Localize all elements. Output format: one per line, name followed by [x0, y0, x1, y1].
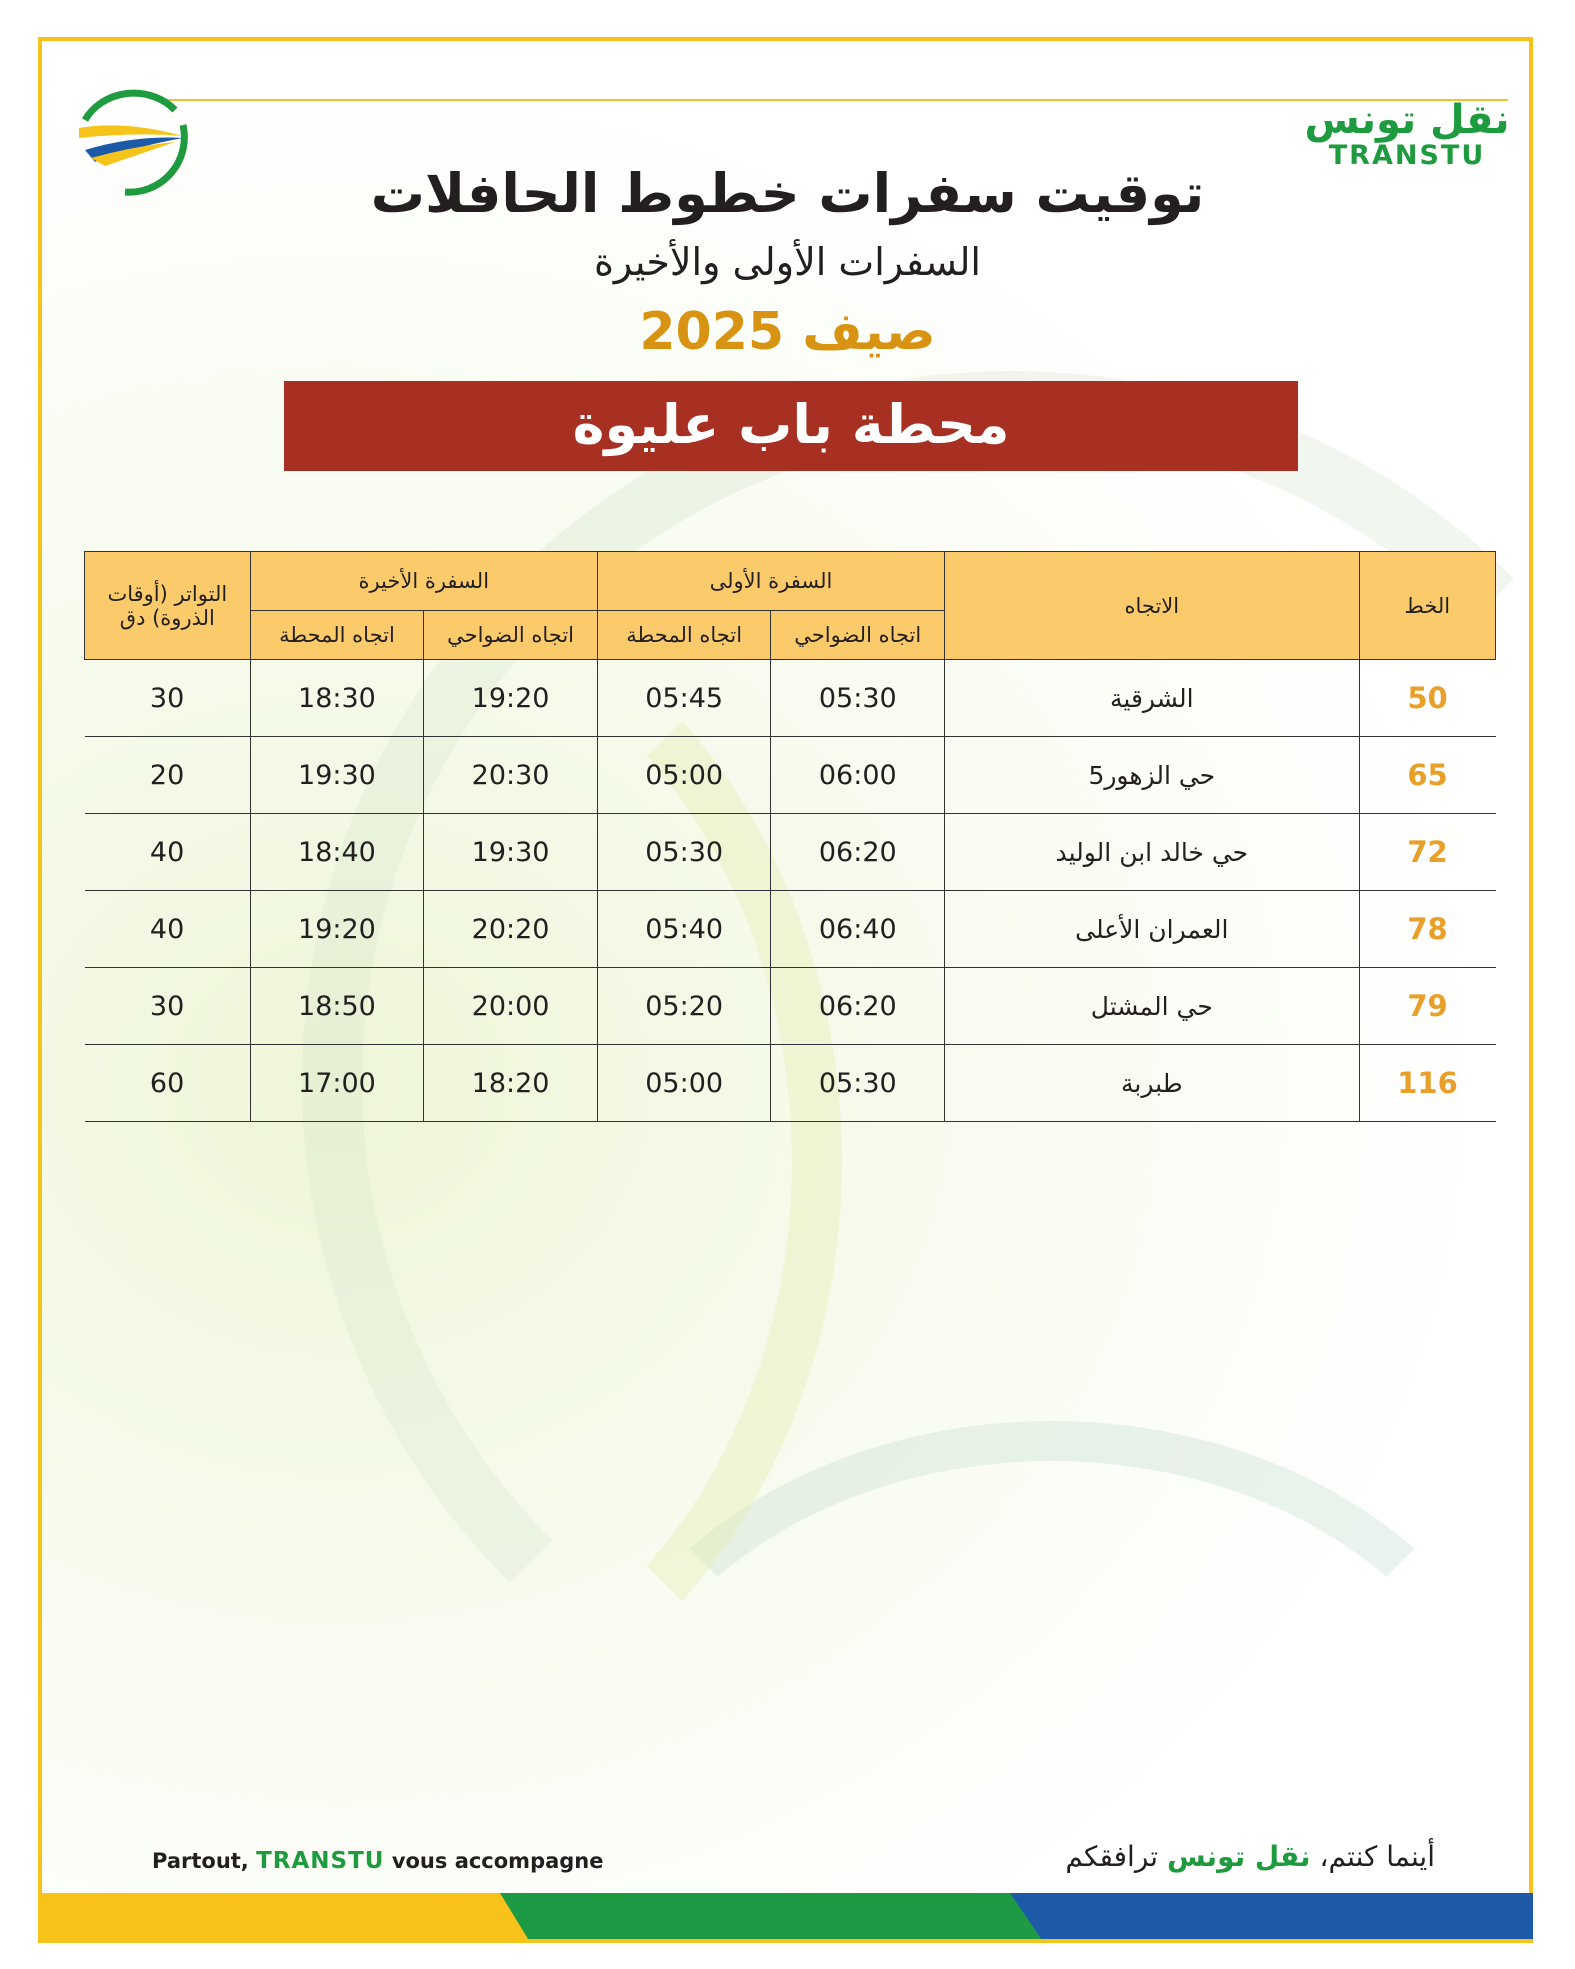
header-line: الخط: [1359, 552, 1495, 660]
frequency-cell: 30: [85, 968, 251, 1045]
first-suburbs-cell: 06:00: [771, 737, 945, 814]
last-suburbs-cell: 20:20: [424, 891, 598, 968]
header-last-station: اتجاه المحطة: [250, 611, 424, 660]
direction-cell: العمران الأعلى: [945, 891, 1359, 968]
line-number: 78: [1359, 891, 1495, 968]
transtu-logo: [1277, 98, 1537, 170]
direction-cell: حي خالد ابن الوليد: [945, 814, 1359, 891]
footer-stripe-green: [500, 1893, 1060, 1939]
direction-cell: طبربة: [945, 1045, 1359, 1122]
table-row: [85, 814, 1496, 891]
table-row: [85, 660, 1496, 737]
footer-slogan-ar: [1065, 1840, 1435, 1873]
header-first-trip: السفرة الأولى: [597, 552, 944, 611]
first-station-cell: 05:45: [597, 660, 771, 737]
last-station-cell: 18:40: [250, 814, 424, 891]
line-number: 50: [1359, 660, 1495, 737]
header-first-station: اتجاه المحطة: [597, 611, 771, 660]
table-row: [85, 1045, 1496, 1122]
footer-ar-prefix: أينما كنتم،: [1319, 1840, 1435, 1873]
first-station-cell: 05:00: [597, 737, 771, 814]
footer-stripe-blue: [1010, 1893, 1533, 1939]
direction-cell: الشرقية: [945, 660, 1359, 737]
brand-name-ar: نقل تونس: [1304, 97, 1510, 143]
last-station-cell: 18:30: [250, 660, 424, 737]
first-station-cell: 05:30: [597, 814, 771, 891]
footer-slogan-fr: [152, 1848, 604, 1874]
frequency-cell: 20: [85, 737, 251, 814]
season-label: صيف 2025: [639, 302, 936, 362]
line-number: 79: [1359, 968, 1495, 1045]
station-name-banner: محطة باب عليوة: [284, 381, 1298, 471]
footer-ar-suffix: ترافقكم: [1065, 1840, 1159, 1873]
first-station-cell: 05:00: [597, 1045, 771, 1122]
last-suburbs-cell: 19:30: [424, 814, 598, 891]
schedule-table: [84, 551, 1496, 1122]
line-number: 65: [1359, 737, 1495, 814]
line-number: 72: [1359, 814, 1495, 891]
first-station-cell: 05:40: [597, 891, 771, 968]
last-station-cell: 18:50: [250, 968, 424, 1045]
line-number: 116: [1359, 1045, 1495, 1122]
page-title: توقيت سفرات خطوط الحافلات: [370, 162, 1205, 225]
frequency-cell: 30: [85, 660, 251, 737]
header-first-suburbs: اتجاه الضواحي: [771, 611, 945, 660]
footer-fr-prefix: Partout,: [152, 1849, 249, 1873]
first-suburbs-cell: 06:40: [771, 891, 945, 968]
first-station-cell: 05:20: [597, 968, 771, 1045]
last-station-cell: 17:00: [250, 1045, 424, 1122]
table-row: [85, 891, 1496, 968]
table-row: [85, 737, 1496, 814]
page-subtitle: السفرات الأولى والأخيرة: [594, 240, 981, 284]
direction-cell: حي الزهور5: [945, 737, 1359, 814]
first-suburbs-cell: 05:30: [771, 1045, 945, 1122]
footer-ar-brand: نقل تونس: [1166, 1840, 1311, 1873]
header-last-suburbs: اتجاه الضواحي: [424, 611, 598, 660]
footer-fr-brand: TRANSTU: [256, 1848, 385, 1874]
frequency-cell: 60: [85, 1045, 251, 1122]
last-suburbs-cell: 18:20: [424, 1045, 598, 1122]
frequency-cell: 40: [85, 891, 251, 968]
last-suburbs-cell: 20:00: [424, 968, 598, 1045]
table-row: [85, 968, 1496, 1045]
frequency-cell: 40: [85, 814, 251, 891]
header-direction: الاتجاه: [945, 552, 1359, 660]
footer-stripe-yellow: [38, 1893, 578, 1939]
first-suburbs-cell: 06:20: [771, 968, 945, 1045]
header-last-trip: السفرة الأخيرة: [250, 552, 597, 611]
direction-cell: حي المشتل: [945, 968, 1359, 1045]
first-suburbs-cell: 06:20: [771, 814, 945, 891]
first-suburbs-cell: 05:30: [771, 660, 945, 737]
header-frequency: التواتر (أوقات الذروة) دق: [85, 552, 251, 660]
brand-name-en: TRANSTU: [1328, 140, 1486, 171]
last-suburbs-cell: 19:20: [424, 660, 598, 737]
last-station-cell: 19:20: [250, 891, 424, 968]
footer-fr-suffix: vous accompagne: [391, 1849, 604, 1873]
last-station-cell: 19:30: [250, 737, 424, 814]
last-suburbs-cell: 20:30: [424, 737, 598, 814]
